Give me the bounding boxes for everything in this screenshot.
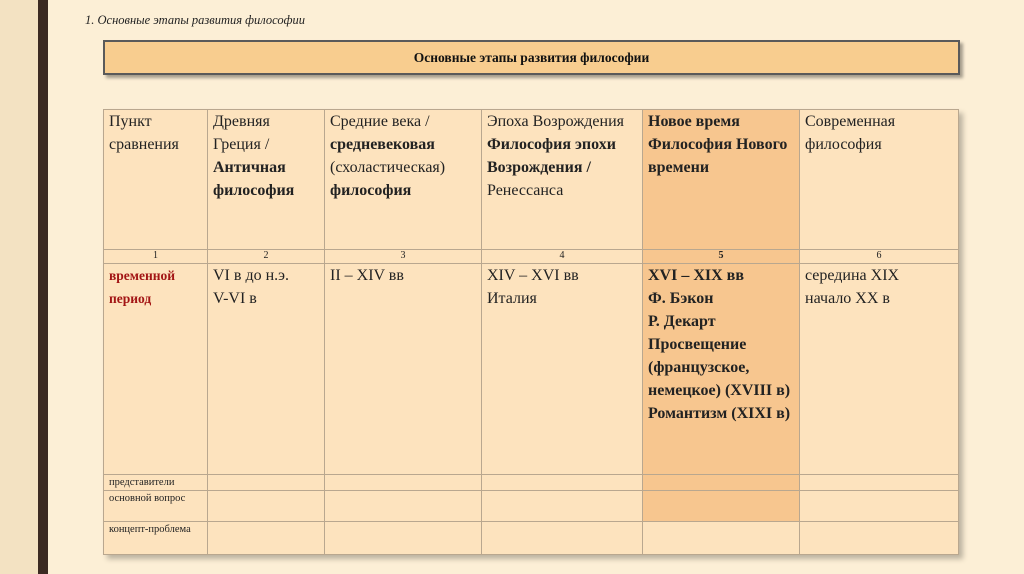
table-cell [482,522,643,555]
table-cell [208,522,325,555]
basic-question-label: основной вопрос [104,491,208,522]
representatives-row [104,475,959,491]
table-cell [325,475,482,491]
table-cell [800,522,959,555]
column-number: 6 [800,250,959,264]
header-renaissance: Эпоха Возрождения Философия эпохи Возрождения / Ренессанса [482,110,643,250]
table-cell [482,491,643,522]
time-middle-ages-cell: II – XIV вв [325,264,482,475]
table-cell [325,522,482,555]
table-cell [800,491,959,522]
time-period-row [104,264,959,475]
time-modern-cell: XVI – XIX вв Ф. Бэкон Р. Декарт Просвещение (французское, немецкое) (XVIII в) Романтизм (XIXI в) [643,264,800,475]
table-cell [325,491,482,522]
table-cell [643,491,800,522]
column-number: 4 [482,250,643,264]
slide-title: Основные этапы развития философии [413,49,650,65]
concept-problem-row [104,522,959,555]
concept-problem-label: концепт-проблема [104,522,208,555]
table-cell [208,491,325,522]
basic-question-row [104,491,959,522]
column-number: 3 [325,250,482,264]
table-cell [800,475,959,491]
column-number: 1 [104,250,208,264]
column-number: 2 [208,250,325,264]
header-contemporary: Современная философия [800,110,959,250]
left-margin-bar [0,0,38,574]
table-header-row [104,110,959,250]
philosophy-stages-table [103,109,959,555]
time-greece-cell: VI в до н.э. V-VI в [208,264,325,475]
header-middle-ages: Средние века / средневековая (схоластическая) философия [325,110,482,250]
table-cell [208,475,325,491]
slide-subtitle: 1. Основные этапы развития философии [85,13,306,27]
time-renaissance-cell: XIV – XVI вв Италия [482,264,643,475]
left-dark-stripe [38,0,48,574]
time-contemporary-cell: середина XIX начало XX в [800,264,959,475]
table-cell [482,475,643,491]
table-cell [643,475,800,491]
header-modern-time: Новое время Философия Нового времени [643,110,800,250]
header-comparison-point: Пункт сравнения [104,110,208,250]
slide-title-box [103,40,960,75]
time-period-label: временной период [104,264,208,475]
representatives-label: представители [104,475,208,491]
column-number-row [104,250,959,264]
table-cell [643,522,800,555]
header-ancient-greece: Древняя Греция / Античная философия [208,110,325,250]
column-number: 5 [643,250,800,264]
